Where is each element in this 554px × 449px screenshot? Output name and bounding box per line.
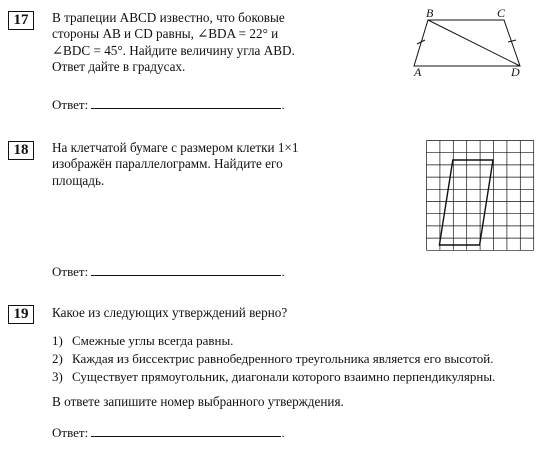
answer-field[interactable] xyxy=(91,424,281,437)
task-17-line-4: Ответ дайте в градусах. xyxy=(52,59,186,75)
trapezoid-figure xyxy=(408,8,528,78)
task-18-answer xyxy=(52,263,285,280)
vertex-label-c: C xyxy=(497,8,506,20)
answer-field[interactable] xyxy=(91,263,281,276)
task-18-line-2: изображён параллелограмм. Найдите его xyxy=(52,156,283,172)
task-19-question: Какое из следующих утверждений верно? xyxy=(52,305,288,320)
answer-end: . xyxy=(281,264,285,279)
answer-end: . xyxy=(281,97,285,112)
task-19-option-3: 3) Существует прямоугольник, диагонали которого взаимно перпендикулярны. xyxy=(52,369,496,384)
task-18-line-3: площадь. xyxy=(52,172,105,188)
task-18-line-1: На клетчатой бумаге с размером клетки 1×1 xyxy=(52,140,299,155)
answer-field[interactable] xyxy=(91,96,281,109)
task-19-answer xyxy=(52,424,285,441)
task-19-number: 19 xyxy=(8,305,34,324)
answer-label: Ответ: xyxy=(52,264,89,279)
task-17-line-3: ∠BDC = 45°. Найдите величину угла ABD. xyxy=(52,42,295,58)
task-18-number: 18 xyxy=(8,141,34,160)
vertex-label-b: B xyxy=(426,8,434,20)
task-17-line-1: В трапеции ABCD известно, что боковые xyxy=(52,10,285,25)
task-19-option-1: 1) Смежные углы всегда равны. xyxy=(52,333,234,348)
answer-end: . xyxy=(281,425,285,440)
task-19-option-2: 2) Каждая из биссектрис равнобедренного треугольника является его высотой. xyxy=(52,351,494,366)
task-18-text xyxy=(52,140,298,189)
task-17-number: 17 xyxy=(8,11,34,30)
task-17-line-2: стороны AB и CD равны, ∠BDA = 22° и xyxy=(52,26,279,42)
answer-label: Ответ: xyxy=(52,425,89,440)
vertex-label-a: A xyxy=(414,65,422,78)
grid-parallelogram-figure xyxy=(426,140,538,262)
vertex-label-d: D xyxy=(511,65,520,78)
task-17-answer xyxy=(52,96,285,113)
task-17-text xyxy=(52,10,352,76)
task-19-instruction: В ответе запишите номер выбранного утверждения. xyxy=(52,394,344,409)
parallelogram xyxy=(439,160,493,245)
answer-label: Ответ: xyxy=(52,97,89,112)
